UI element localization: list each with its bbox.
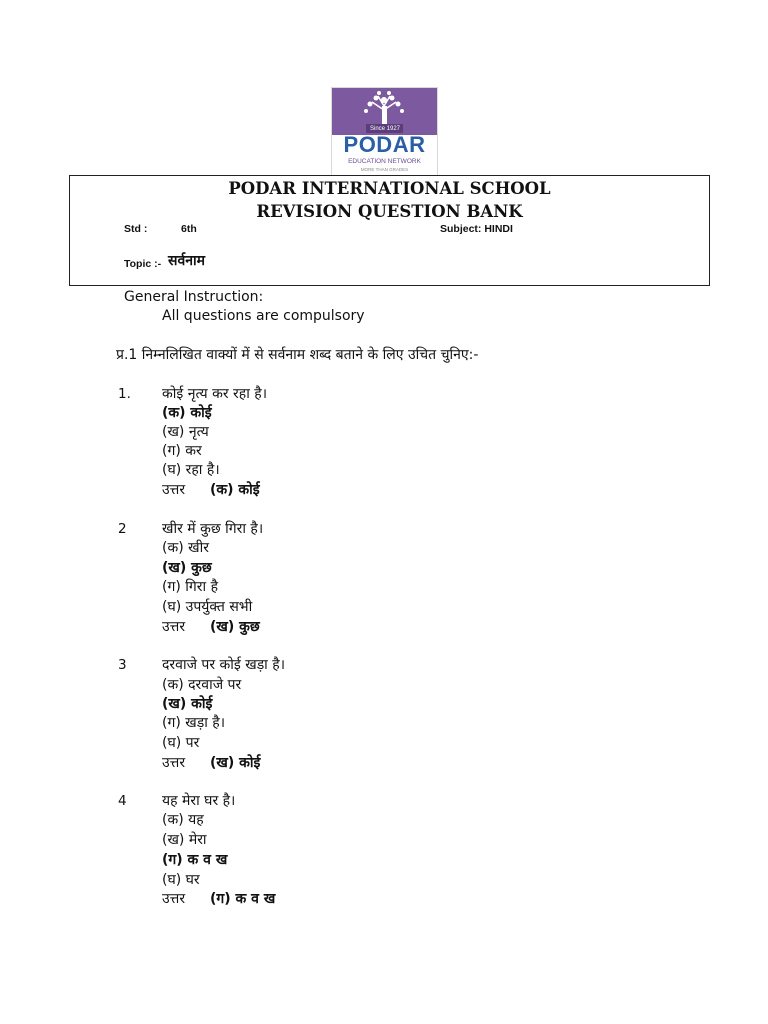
- question-2-option-d: (घ) उपर्युक्त सभी: [162, 599, 253, 615]
- question-3-option-d: (घ) पर: [162, 735, 200, 751]
- question-2-answer-label: उत्तर: [162, 619, 186, 635]
- question-4-option-b: (ख) मेरा: [162, 832, 207, 848]
- logo-brand: PODAR: [343, 132, 426, 157]
- question-4-text: यह मेरा घर है।: [162, 793, 236, 809]
- question-4-answer: (ग) क व ख: [210, 891, 276, 907]
- question-2-text: खीर में कुछ गिरा है।: [162, 521, 264, 537]
- question-1-option-d: (घ) रहा है।: [162, 462, 220, 478]
- question-3-option-a: (क) दरवाजे पर: [162, 677, 242, 693]
- question-2-option-a: (क) खीर: [162, 540, 209, 556]
- question-4-option-c: (ग) क व ख: [162, 852, 228, 868]
- question-1-option-c: (ग) कर: [162, 443, 202, 459]
- question-4-option-a: (क) यह: [162, 812, 204, 828]
- question-2-answer: (ख) कुछ: [210, 619, 260, 635]
- podar-logo: [331, 87, 438, 176]
- logo-network: EDUCATION NETWORK: [348, 158, 421, 165]
- question-3-text: दरवाजे पर कोई खड़ा है।: [162, 657, 285, 673]
- question-2-option-b: (ख) कुछ: [162, 560, 212, 576]
- question-3-answer: (ख) कोई: [210, 755, 261, 771]
- header-box: [69, 175, 710, 286]
- topic-label: Topic :-: [124, 258, 162, 270]
- question-3-number: 3: [118, 657, 127, 673]
- question-1-option-b: (ख) नृत्य: [162, 424, 209, 440]
- question-2-option-c: (ग) गिरा है: [162, 579, 219, 595]
- question-bank-title: REVISION QUESTION BANK: [256, 202, 523, 221]
- logo-tagline: MORE THAN GRADES: [360, 167, 409, 172]
- question-4-option-d: (घ) घर: [162, 872, 200, 888]
- school-name: PODAR INTERNATIONAL SCHOOL: [228, 179, 551, 198]
- question-4-number: 4: [118, 793, 127, 809]
- logo-since: Since 1927: [369, 126, 401, 132]
- question-3-option-b: (ख) कोई: [162, 696, 213, 712]
- topic-value: सर्वनाम: [168, 252, 206, 268]
- std-label: Std :: [124, 223, 148, 235]
- question-1-answer: (क) कोई: [210, 482, 260, 498]
- subject-label: Subject: HINDI: [440, 223, 513, 235]
- instruction-title: General Instruction:: [124, 289, 264, 305]
- question-1-text: कोई नृत्य कर रहा है।: [162, 386, 268, 402]
- question-3-answer-label: उत्तर: [162, 755, 186, 771]
- question-3-option-c: (ग) खड़ा है।: [162, 715, 226, 731]
- question-1-answer-label: उत्तर: [162, 482, 186, 498]
- question-heading-text: प्र.1 निम्नलिखित वाक्यों में से सर्वनाम शब्द बताने के लिए उचित चुनिए:-: [116, 347, 479, 363]
- question-4-answer-label: उत्तर: [162, 891, 186, 907]
- question-1-option-a: (क) कोई: [162, 405, 212, 421]
- question-1-number: 1.: [118, 386, 131, 402]
- tree-emblem-icon: [332, 88, 437, 135]
- question-heading: [116, 345, 478, 365]
- question-2-number: 2: [118, 521, 127, 537]
- std-value: 6th: [181, 223, 197, 235]
- instruction-line: All questions are compulsory: [162, 308, 365, 324]
